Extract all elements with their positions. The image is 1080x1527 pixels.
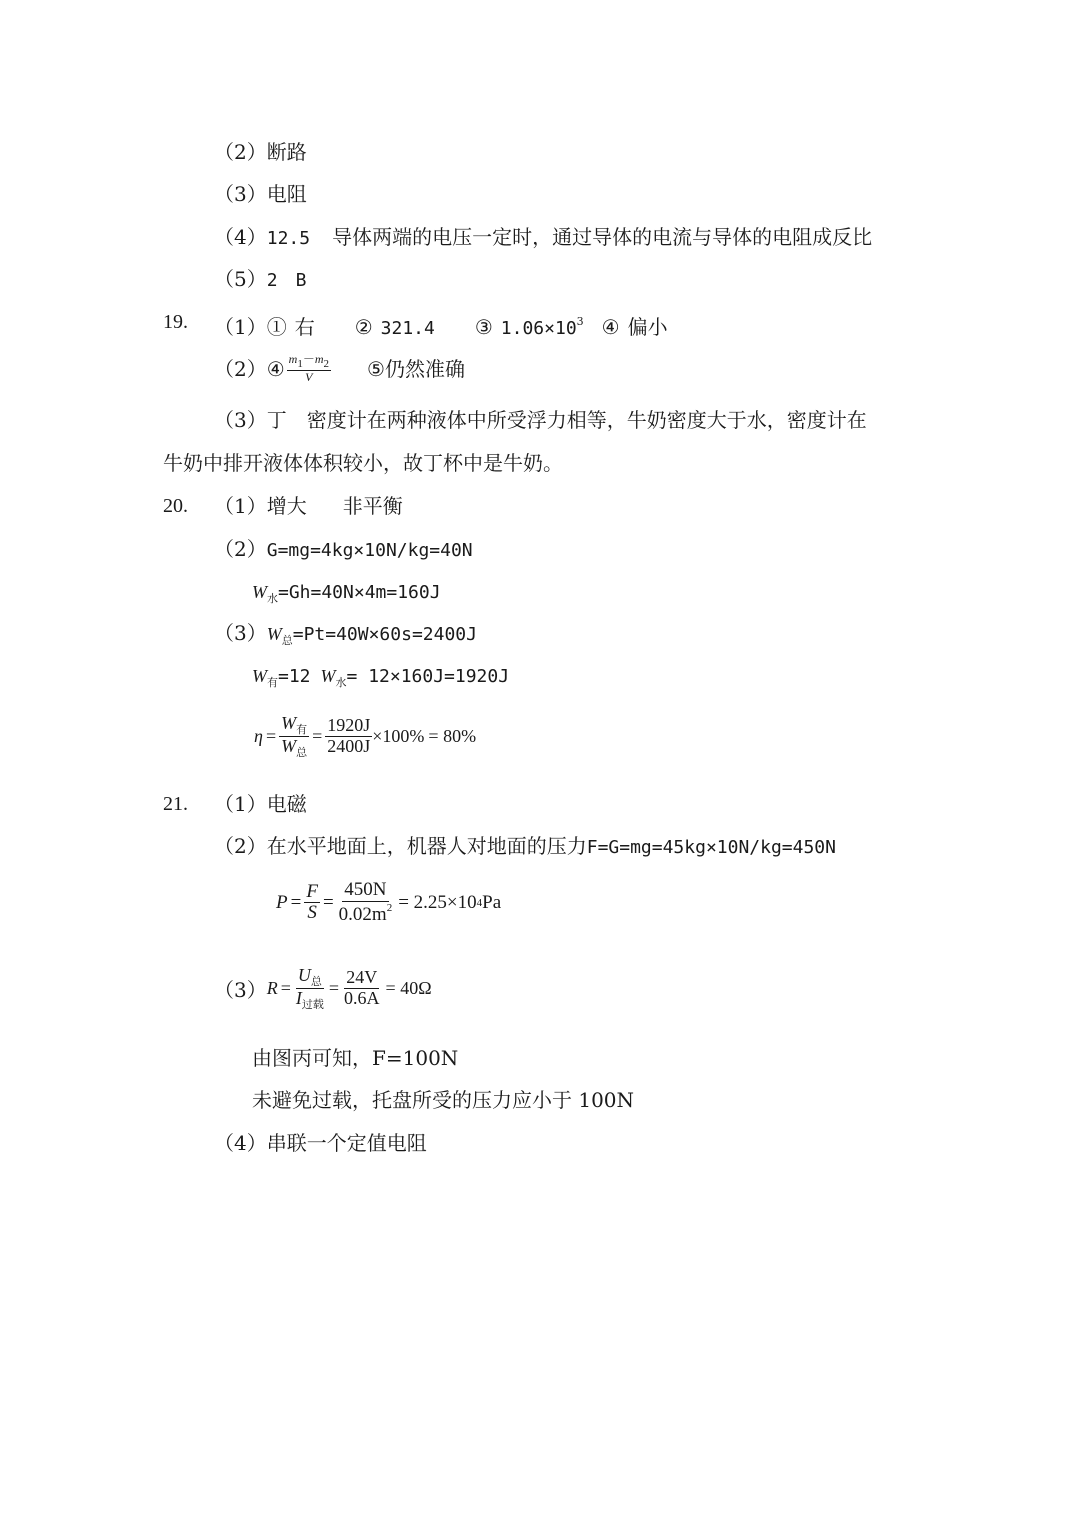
- part-label: （1）: [214, 792, 267, 816]
- part-label: （3）: [214, 621, 267, 645]
- answer-text: 断路: [266, 140, 307, 164]
- answer-text: 串联一个定值电阻: [266, 1131, 427, 1155]
- answer-text: 在水平地面上，机器人对地面的压力: [266, 834, 587, 858]
- answer-a: 增大: [266, 494, 307, 518]
- useful-work-equation: = 12×160J=1920J: [346, 666, 510, 687]
- circle-1: ①: [266, 315, 287, 339]
- circle-4: ④: [601, 315, 620, 339]
- resistance-fraction-1: $\frac{U_总}{I_{过载}}$: [295, 965, 324, 1012]
- answer-text: 电磁: [266, 792, 307, 816]
- q21-part4: [214, 1129, 427, 1157]
- q18-part5: [214, 265, 306, 295]
- total-work-equation: =Pt=40W×60s=2400J: [292, 624, 477, 645]
- answer-text: 导体两端的电压一定时，通过导体的电流与导体的电阻成反比: [332, 225, 873, 249]
- resistance-result: = 40Ω: [385, 978, 432, 999]
- part-label: （2）: [214, 140, 267, 164]
- part-label: （1）: [214, 494, 267, 518]
- part-label: （2）: [214, 356, 267, 381]
- part-label: （3）: [214, 182, 267, 206]
- answer-a: 2: [266, 270, 278, 291]
- answer-2: 321.4: [380, 318, 435, 339]
- q18-part4: [214, 223, 872, 253]
- q19-part1: [214, 308, 668, 343]
- answer-b: 非平衡: [342, 494, 403, 518]
- answer-4: 偏小: [627, 315, 668, 339]
- q19-part2: [214, 353, 465, 384]
- q21-number: 21.: [163, 793, 188, 815]
- answer-b: B: [295, 270, 307, 291]
- answer-5: 仍然准确: [384, 356, 465, 381]
- part-label: （2）: [214, 537, 267, 561]
- q19-part3-line2: 牛奶中排开液体体积较小，故丁杯中是牛奶。: [163, 451, 563, 475]
- q21-part1: [214, 790, 307, 818]
- q21-part3-line1: 由图丙可知，F=100N: [252, 1046, 459, 1070]
- q20-part1: [214, 492, 403, 520]
- efficiency-fraction-2: $\frac{1920J}{2400J}$: [327, 715, 371, 757]
- part-label: （3）: [214, 408, 267, 432]
- q20-part3-eq1: $(3)W_总=Pt=40W\times 60s=2400J$: [214, 621, 477, 647]
- circle-5: ⑤: [367, 356, 385, 381]
- q20-part2-eq1: [214, 535, 473, 565]
- part-label: （3）: [214, 978, 267, 1003]
- pressure-result: = 2.25×10: [398, 891, 477, 913]
- pressure-fraction-1: $\frac{F}{S}$: [306, 880, 318, 924]
- q20-number: 20.: [163, 495, 188, 517]
- resistance-equation: （3） R = $\frac{U_总}{I_{过载}}$ = $\frac{24V}{0.6A}$ = 40Ω: [214, 965, 432, 1012]
- q19-number: 19.: [163, 311, 188, 333]
- part-label: （4）: [214, 225, 267, 249]
- efficiency-result: = 80%: [428, 726, 477, 747]
- answer-text: 电阻: [266, 182, 307, 206]
- q21-part3-line2: 未避免过载，托盘所受的压力应小于 100N: [252, 1088, 635, 1112]
- work-equation: =Gh=40N×4m=160J: [278, 582, 441, 603]
- efficiency-equation: η = $\frac{W_有}{W_总}$ = $\frac{1920J}{2400J}$ ×100% = 80%: [254, 713, 477, 760]
- pressure-fraction-2: $\frac{450N}{0.02m^2}$: [338, 879, 393, 925]
- fraction-denominator: V: [305, 370, 313, 385]
- circle-3: ③: [474, 315, 493, 339]
- answer-3: 1.06×10: [500, 318, 577, 339]
- q21-part2-line: [214, 832, 836, 862]
- part-label: （1）: [214, 315, 267, 339]
- answer-3-exponent: 3: [576, 315, 584, 328]
- circle-2: ②: [354, 315, 373, 339]
- part-label: （2）: [214, 834, 267, 858]
- answer-value: 12.5: [266, 228, 311, 249]
- part-label: （4）: [214, 1131, 267, 1155]
- force-equation: F=G=mg=45kg×10N/kg=450N: [586, 837, 836, 858]
- answer-1: 右: [294, 315, 315, 339]
- part-label: （5）: [214, 267, 267, 291]
- circle-4: ④: [266, 356, 285, 381]
- q20-part3-eq2: $W_有=12$ $W_水= 12\times 160J=1920J$: [252, 666, 510, 689]
- fraction-numerator: m1－m2: [288, 352, 330, 370]
- pressure-equation: P = $\frac{F}{S}$ = $\frac{450N}{0.02m^2}$ = 2.25×10 4 Pa: [276, 879, 502, 925]
- q18-part2: [214, 138, 307, 166]
- resistance-fraction-2: $\frac{24V}{0.6A}$: [344, 967, 380, 1009]
- pressure-unit: Pa: [482, 891, 502, 913]
- efficiency-fraction-1: $\frac{W_有}{W_总}$: [281, 713, 308, 760]
- answer-text: 丁 密度计在两种液体中所受浮力相等，牛奶密度大于水，密度计在: [266, 408, 867, 432]
- density-fraction: [287, 353, 331, 384]
- q18-part3: [214, 180, 307, 208]
- q20-part2-eq2: $W_水=Gh=40N\times 4m=160J$: [252, 582, 441, 605]
- gravity-equation: G=mg=4kg×10N/kg=40N: [266, 540, 473, 561]
- q19-part3-line1: [214, 406, 867, 434]
